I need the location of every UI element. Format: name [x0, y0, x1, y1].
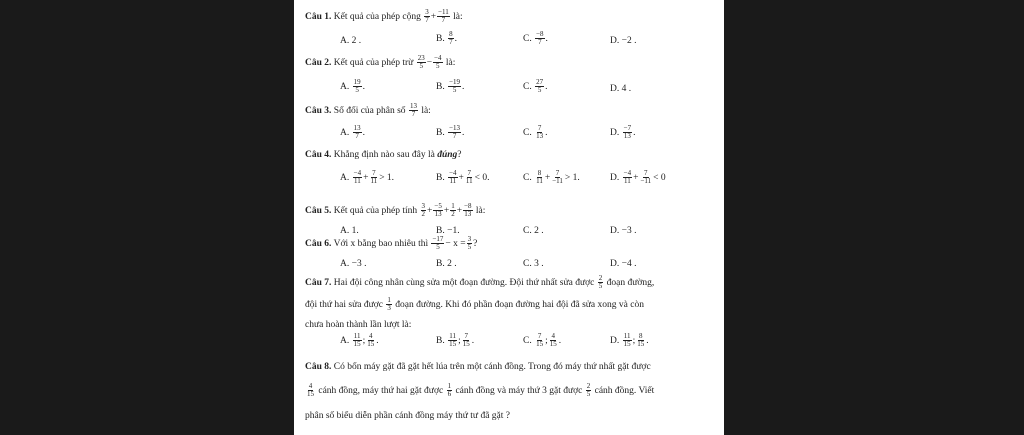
question-text: Số đối của phân số	[333, 106, 406, 117]
question-text: Kết quả của phép trừ	[333, 58, 414, 69]
option-b[interactable]: B. $\frac{8}{7}$ .	[436, 30, 457, 47]
fraction: $\frac{3}{7}$	[425, 8, 429, 25]
question-4: Câu 4. Khẳng định nào sau đây là đúng?	[305, 150, 462, 160]
question-3: Câu 3. Số đối của phân số $\frac{13}{7}$ là:	[305, 102, 431, 119]
option-c[interactable]: C. $\frac{7}{13}$ .	[523, 124, 548, 141]
question-label: Câu 2.	[305, 58, 332, 69]
option-a[interactable]: A. $\frac{-4}{11}$ + $\frac{7}{11}$ > 1.	[340, 169, 395, 186]
option-d[interactable]: D. −3 .	[610, 226, 637, 236]
question-label: Câu 8.	[305, 362, 332, 372]
option-a[interactable]: A. −3 .	[340, 259, 367, 269]
question-8-line-2: $\frac{4}{15}$ cánh đồng, máy thứ hai gặt được $\frac{1}{6}$ cánh đồng và máy thứ 3 gặt được $\frac{2}{5}$ cánh đồng. Viết	[307, 382, 655, 399]
question-label: Câu 7.	[305, 278, 332, 289]
option-d[interactable]: D. 4 .	[610, 84, 632, 94]
question-label: Câu 6.	[305, 239, 332, 250]
question-text: Kết quả của phép cộng	[333, 12, 421, 23]
question-1: Câu 1. Kết quả của phép cộng $\frac{3}{7}$ + $\frac{-11}{7}$ là:	[305, 8, 463, 25]
question-text: Khẳng định nào sau đây là	[333, 150, 435, 160]
question-6: Câu 6. Với x bằng bao nhiêu thì $\frac{-17}{5}$ − x = $\frac{3}{5}$ ?	[305, 235, 478, 252]
fraction: $\frac{-11}{7}$	[438, 8, 449, 25]
question-5: Câu 5. Kết quả của phép tính $\frac{3}{2}$ + $\frac{-5}{13}$ + $\frac{1}{2}$ + $\frac{-8}{13}$ là:	[305, 202, 486, 219]
option-b[interactable]: B. −1.	[436, 226, 460, 236]
option-c[interactable]: C. $\frac{8}{11}$ + $\frac{7}{-11}$ > 1.	[523, 169, 580, 186]
question-text: Với x bằng bao nhiêu thì	[333, 239, 429, 250]
question-label: Câu 5.	[305, 206, 332, 217]
question-8-line-3: phân số biểu diễn phần cánh đồng máy thứ tư đã gặt ?	[305, 411, 510, 421]
option-a[interactable]: A. 2 .	[340, 36, 362, 46]
option-c[interactable]: C. 3 .	[523, 259, 544, 269]
option-a[interactable]: A. $\frac{19}{5}$ .	[340, 78, 365, 95]
option-b[interactable]: B. $\frac{-19}{5}$ .	[436, 78, 465, 95]
option-b[interactable]: B. $\frac{-13}{7}$ .	[436, 124, 465, 141]
worksheet-page	[294, 0, 724, 435]
option-d[interactable]: D. $\frac{-4}{11}$ + $\frac{7}{-11}$ < 0	[610, 169, 666, 186]
option-c[interactable]: C. $\frac{-8}{7}$ .	[523, 30, 548, 47]
question-2: Câu 2. Kết quả của phép trừ $\frac{23}{5}$ − $\frac{-4}{5}$ là:	[305, 54, 456, 71]
option-b[interactable]: B. $\frac{11}{15}$ ; $\frac{7}{15}$ .	[436, 332, 475, 349]
option-a[interactable]: A. $\frac{13}{7}$ .	[340, 124, 365, 141]
question-label: Câu 3.	[305, 106, 332, 117]
option-b[interactable]: B. $\frac{-4}{11}$ + $\frac{7}{11}$ < 0.	[436, 169, 490, 186]
question-text: Kết quả của phép tính	[333, 206, 418, 217]
option-c[interactable]: C. $\frac{27}{5}$ .	[523, 78, 548, 95]
question-8: Câu 8. Có bốn máy gặt đã gặt hết lúa trên một cánh đồng. Trong đó máy thứ nhất gặt được	[305, 362, 651, 372]
question-7-line-2: đội thứ hai sửa được $\frac{1}{3}$ đoạn đường. Khi đó phần đoạn đường hai đội đã sửa xong và còn	[305, 296, 644, 313]
option-b[interactable]: B. 2 .	[436, 259, 457, 269]
option-a[interactable]: A. $\frac{11}{15}$ ; $\frac{4}{15}$ .	[340, 332, 379, 349]
option-a[interactable]: A. 1.	[340, 226, 359, 236]
option-d[interactable]: D. −2 .	[610, 36, 637, 46]
question-label: Câu 4.	[305, 150, 332, 160]
option-d[interactable]: D. $\frac{11}{15}$ ; $\frac{8}{15}$ .	[610, 332, 649, 349]
option-c[interactable]: C. $\frac{7}{15}$ ; $\frac{4}{15}$ .	[523, 332, 562, 349]
option-c[interactable]: C. 2 .	[523, 226, 544, 236]
question-7: Câu 7. Hai đội công nhân cùng sửa một đoạn đường. Đội thứ nhất sửa được $\frac{2}{5}$ đoạn đường,	[305, 274, 655, 291]
question-7-line-3: chưa hoàn thành lần lượt là:	[305, 320, 412, 330]
option-d[interactable]: D. −4 .	[610, 259, 637, 269]
question-label: Câu 1.	[305, 12, 332, 23]
option-d[interactable]: D. $\frac{-7}{13}$ .	[610, 124, 636, 141]
